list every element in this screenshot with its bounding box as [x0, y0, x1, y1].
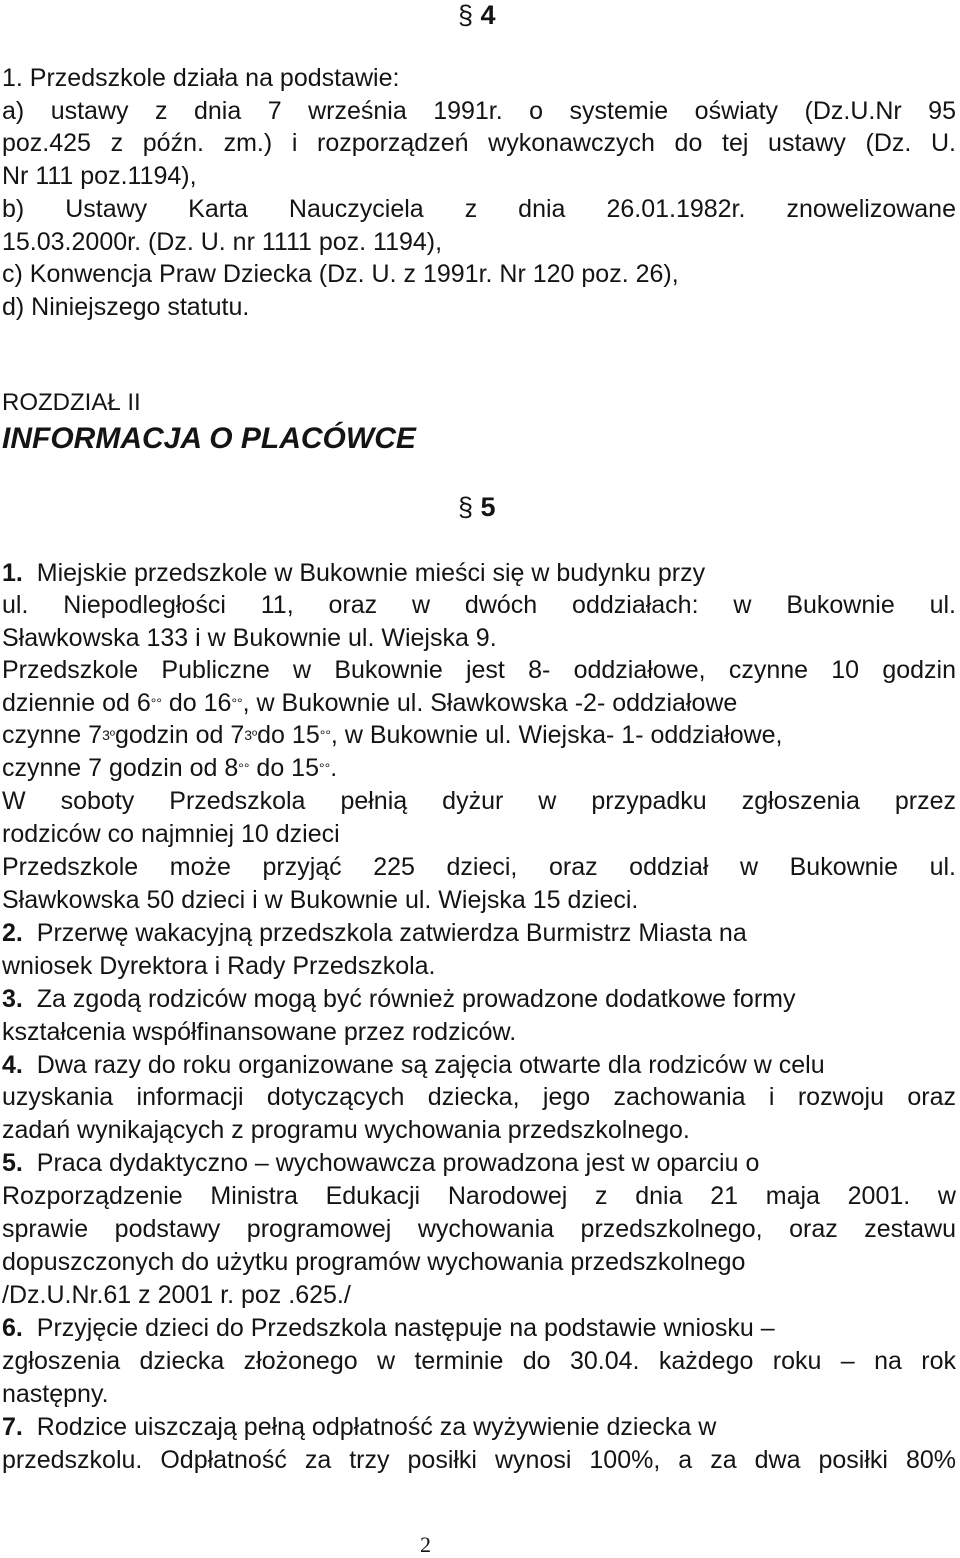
paragraph-number: 5. — [2, 1149, 23, 1177]
hours-text: dziennie od 6 — [2, 689, 151, 717]
paragraph-number: 4. — [2, 1051, 23, 1079]
paragraph-5-line-5: /Dz.U.Nr.61 z 2001 r. poz .625./ — [2, 1281, 351, 1309]
paragraph-number: 6. — [2, 1314, 23, 1342]
intro-line-2: a) ustawy z dnia 7 września 1991r. o systemie oświaty (Dz.U.Nr 95 — [2, 97, 956, 125]
section-symbol: § — [458, 492, 474, 522]
hours-text: do 15 — [249, 754, 319, 782]
hours-text: , w Bukownie ul. Sławkowska -2- oddziałowe — [242, 689, 738, 717]
paragraph-number: 1. — [2, 559, 23, 587]
chapter-title: INFORMACJA O PLACÓWCE — [2, 422, 416, 455]
hours-superscript: °° — [319, 727, 331, 743]
section-number: 4 — [480, 0, 496, 30]
hours-superscript: °° — [231, 695, 243, 711]
chapter-label: ROZDZIAŁ II — [2, 389, 141, 416]
paragraph-1-line-3: Sławkowska 133 i w Bukownie ul. Wiejska 9. — [2, 624, 497, 652]
paragraph-5-line-4: dopuszczonych do użytku programów wychowania przedszkolnego — [2, 1248, 746, 1276]
paragraph-number: 7. — [2, 1413, 23, 1441]
hours-superscript: °° — [150, 695, 162, 711]
paragraph-2-line-1 — [2, 917, 956, 950]
section-number: 5 — [480, 492, 496, 522]
paragraph-1-line-1 — [2, 557, 956, 590]
hours-text: czynne 7 godzin od 8 — [2, 754, 239, 782]
intro-line-3: poz.425 z późn. zm.) i rozporządzeń wykonawczych do tej ustawy (Dz. U. — [2, 129, 956, 157]
hours-line-2 — [2, 719, 956, 752]
intro-line-1: 1. Przedszkole działa na podstawie: — [2, 64, 400, 92]
hours-text: godzin od 7 — [114, 721, 245, 749]
hours-superscript: 3º — [244, 727, 258, 743]
paragraph-5-line-1 — [2, 1147, 956, 1180]
paragraph-number: 2. — [2, 919, 23, 947]
capacity-line-2: Sławkowska 50 dzieci i w Bukownie ul. Wiejska 15 dzieci. — [2, 886, 639, 914]
paragraph-3-line-2: kształcenia współfinansowane przez rodziców. — [2, 1018, 517, 1046]
hours-superscript: °° — [238, 760, 250, 776]
saturday-line-1: W soboty Przedszkola pełnią dyżur w przypadku zgłoszenia przez — [2, 787, 956, 815]
hours-text: , w Bukownie ul. Wiejska- 1- oddziałowe, — [330, 721, 783, 749]
paragraph-3-line-1 — [2, 983, 956, 1016]
intro-line-5: b) Ustawy Karta Nauczyciela z dnia 26.01.1982r. znowelizowane — [2, 195, 956, 223]
paragraph-6-line-3: następny. — [2, 1380, 109, 1408]
paragraph-5-line-2: Rozporządzenie Ministra Edukacji Narodowej z dnia 21 maja 2001. w — [2, 1182, 956, 1210]
paragraph-text: Dwa razy do roku organizowane są zajęcia otwarte dla rodziców w celu — [36, 1051, 825, 1079]
paragraph-text: Przyjęcie dzieci do Przedszkola następuje na podstawie wniosku – — [36, 1314, 775, 1342]
paragraph-text: Praca dydaktyczno – wychowawcza prowadzona jest w oparciu o — [36, 1149, 760, 1177]
paragraph-6-line-1 — [2, 1312, 956, 1345]
capacity-line-1: Przedszkole może przyjąć 225 dzieci, oraz oddział w Bukownie ul. — [2, 853, 956, 881]
paragraph-text: Miejskie przedszkole w Bukownie mieści się w budynku przy — [36, 559, 706, 587]
paragraph-5-line-3: sprawie podstawy programowej wychowania przedszkolnego, oraz zestawu — [2, 1215, 956, 1243]
paragraph-7-line-2: przedszkolu. Odpłatność za trzy posiłki wynosi 100%, a za dwa posiłki 80% — [2, 1446, 956, 1474]
paragraph-1-line-4: Przedszkole Publiczne w Bukownie jest 8- oddziałowe, czynne 10 godzin — [2, 656, 956, 684]
hours-line-3 — [2, 752, 956, 785]
paragraph-text: Rodzice uiszczają pełną odpłatność za wyżywienie dziecka w — [36, 1413, 717, 1441]
hours-text: do 16 — [161, 689, 232, 717]
paragraph-number: 3. — [2, 985, 23, 1013]
paragraph-4-line-3: zadań wynikających z programu wychowania przedszkolnego. — [2, 1116, 690, 1144]
hours-superscript: 3º — [102, 727, 115, 743]
intro-line-4: Nr 111 poz.1194), — [2, 162, 197, 190]
hours-text: czynne 7 — [2, 721, 103, 749]
intro-line-6: 15.03.2000r. (Dz. U. nr 1111 poz. 1194), — [2, 228, 443, 256]
intro-line-8: d) Niniejszego statutu. — [2, 293, 250, 321]
paragraph-4-line-1 — [2, 1049, 956, 1082]
hours-superscript: °° — [319, 760, 331, 776]
paragraph-2-line-2: wniosek Dyrektora i Rady Przedszkola. — [2, 952, 436, 980]
section-symbol: § — [458, 0, 474, 30]
paragraph-6-line-2: zgłoszenia dziecka złożonego w terminie do 30.04. każdego roku – na rok — [2, 1347, 956, 1375]
paragraph-text: Za zgodą rodziców mogą być również prowadzone dodatkowe formy — [36, 985, 796, 1013]
paragraph-1-line-2: ul. Niepodległości 11, oraz w dwóch oddziałach: w Bukownie ul. — [2, 591, 956, 619]
saturday-line-2: rodziców co najmniej 10 dzieci — [2, 820, 340, 848]
paragraph-7-line-1 — [2, 1411, 956, 1444]
hours-line-1 — [2, 687, 956, 720]
page-number: 2 — [420, 1532, 431, 1557]
intro-line-7: c) Konwencja Praw Dziecka (Dz. U. z 1991r. Nr 120 poz. 26), — [2, 260, 679, 288]
hours-text: do 15 — [257, 721, 320, 749]
section-4-heading — [458, 0, 496, 32]
paragraph-text: Przerwę wakacyjną przedszkola zatwierdza Burmistrz Miasta na — [36, 919, 747, 947]
paragraph-4-line-2: uzyskania informacji dotyczących dziecka, jego zachowania i rozwoju oraz — [2, 1083, 956, 1111]
section-5-heading — [458, 490, 496, 524]
hours-text: . — [330, 754, 338, 782]
